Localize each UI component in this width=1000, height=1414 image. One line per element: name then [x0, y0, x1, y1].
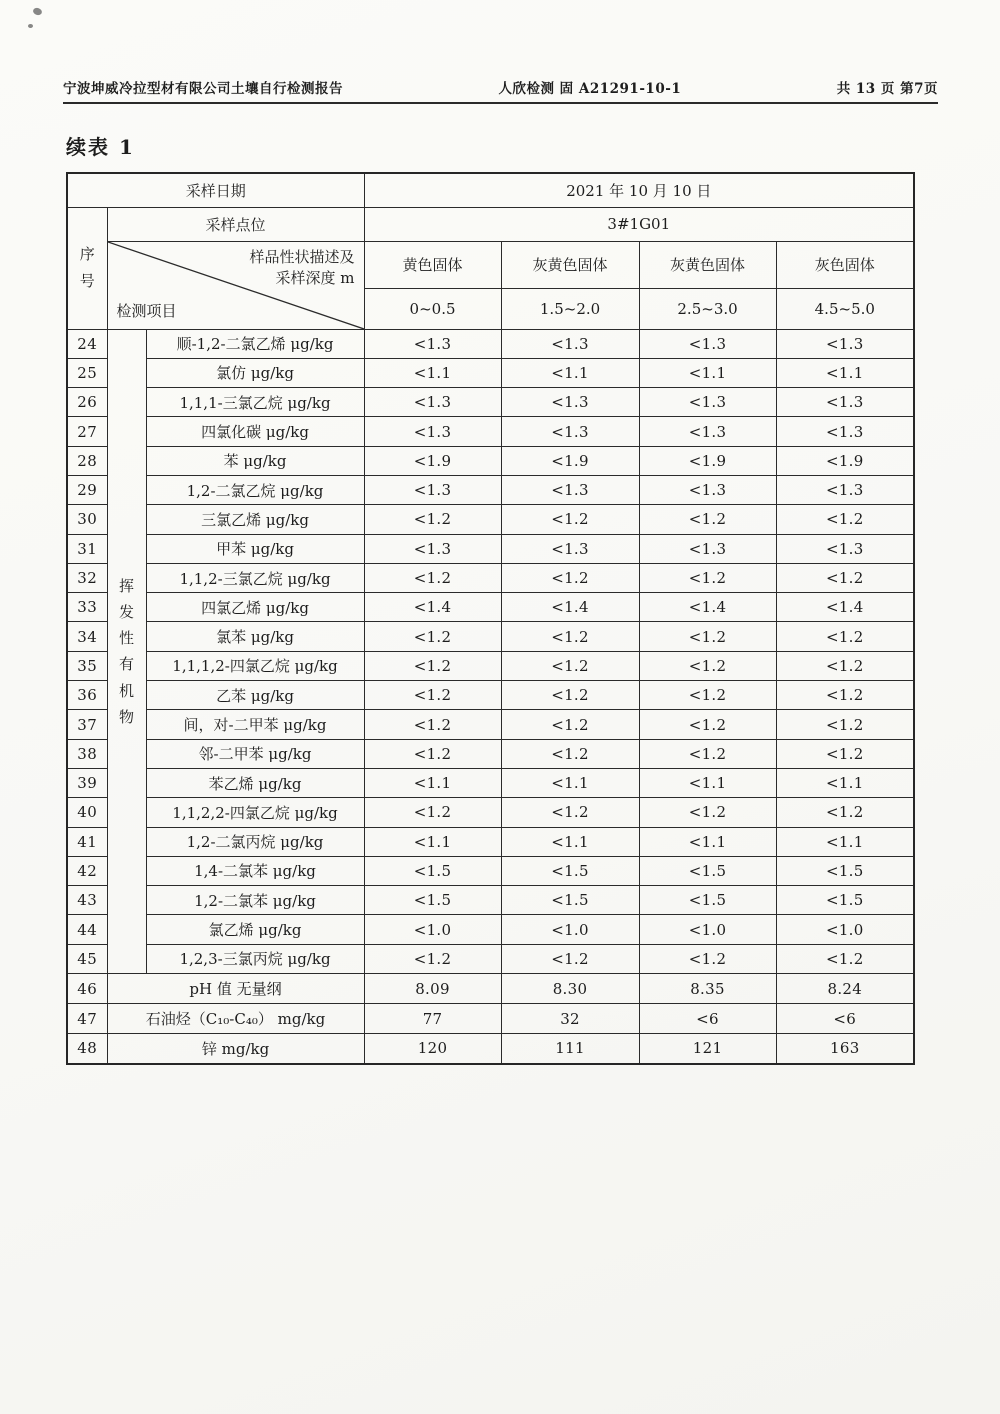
sample-depth: 4.5~5.0	[776, 288, 914, 329]
result-value: <1.3	[639, 475, 776, 504]
result-value: <1.0	[364, 915, 501, 944]
item-name: 甲苯 μg/kg	[146, 534, 364, 563]
row-number: 48	[67, 1034, 107, 1064]
row-number: 30	[67, 505, 107, 534]
item-name: 四氯乙烯 μg/kg	[146, 593, 364, 622]
table-body	[67, 173, 914, 1064]
result-value: <1.0	[776, 915, 914, 944]
item-name: 1,1,2-三氯乙烷 μg/kg	[146, 563, 364, 592]
diagonal-bottom-label: 检测项目	[116, 301, 177, 320]
result-value: <1.3	[501, 534, 639, 563]
row-number: 41	[67, 827, 107, 856]
result-value: <1.9	[639, 446, 776, 475]
result-value: <1.3	[639, 534, 776, 563]
sample-description: 灰黄色固体	[639, 241, 776, 288]
result-value: <1.2	[364, 739, 501, 768]
table-row	[67, 563, 914, 592]
table-row	[67, 329, 914, 358]
row-number: 25	[67, 358, 107, 387]
table-row	[67, 388, 914, 417]
item-name: 邻-二甲苯 μg/kg	[146, 739, 364, 768]
report-title-text: 宁波坤威冷拉型材有限公司土壤自行检测报告	[63, 81, 343, 97]
sample-description: 黄色固体	[364, 241, 501, 288]
result-value: <1.2	[364, 563, 501, 592]
result-value: <1.1	[364, 358, 501, 387]
result-value: <1.1	[776, 768, 914, 797]
row-number: 26	[67, 388, 107, 417]
row-number: 27	[67, 417, 107, 446]
row-number: 24	[67, 329, 107, 358]
item-name: 1,1,1,2-四氯乙烷 μg/kg	[146, 651, 364, 680]
result-value: <1.1	[639, 358, 776, 387]
result-value: <1.3	[776, 417, 914, 446]
result-value: <1.2	[639, 710, 776, 739]
diagonal-header-cell	[107, 241, 364, 329]
seq-header-label: 序号	[79, 245, 95, 290]
result-value: <1.3	[776, 475, 914, 504]
result-value: <1.1	[501, 827, 639, 856]
item-name: 1,2-二氯丙烷 μg/kg	[146, 827, 364, 856]
table-row	[67, 856, 914, 885]
result-value: <1.3	[364, 388, 501, 417]
row-number: 28	[67, 446, 107, 475]
sampling-point-row	[67, 207, 914, 241]
result-value: <1.3	[501, 475, 639, 504]
result-value: <1.1	[639, 827, 776, 856]
scan-artifact	[32, 7, 43, 17]
result-value: <1.5	[639, 856, 776, 885]
result-value: <1.1	[501, 358, 639, 387]
result-value: <1.5	[776, 856, 914, 885]
result-value: 8.09	[364, 974, 501, 1004]
row-number: 31	[67, 534, 107, 563]
result-value: <1.3	[639, 417, 776, 446]
table-row	[67, 358, 914, 387]
result-value: <1.2	[639, 563, 776, 592]
table-row	[67, 886, 914, 915]
result-value: <1.4	[364, 593, 501, 622]
sampling-date-value: 2021 年 10 月 10 日	[364, 173, 914, 207]
result-value: <1.3	[776, 534, 914, 563]
result-value: <1.2	[776, 651, 914, 680]
sampling-date-row	[67, 173, 914, 207]
row-number: 39	[67, 768, 107, 797]
result-value: <1.5	[501, 886, 639, 915]
result-value: <1.3	[776, 329, 914, 358]
result-value: <1.1	[501, 768, 639, 797]
row-number: 34	[67, 622, 107, 651]
result-value: <1.4	[639, 593, 776, 622]
row-number: 42	[67, 856, 107, 885]
item-name: 锌 mg/kg	[107, 1034, 364, 1064]
result-value: <1.2	[364, 944, 501, 973]
diagonal-top-label: 样品性状描述及 采样深度 m	[249, 247, 355, 288]
result-value: <1.2	[364, 505, 501, 534]
row-number: 46	[67, 974, 107, 1004]
result-value: <1.1	[364, 768, 501, 797]
item-name: 氯仿 μg/kg	[146, 358, 364, 387]
result-value: <1.2	[501, 505, 639, 534]
page-indicator: 共 13 页 第7页	[836, 81, 938, 97]
table-row	[67, 417, 914, 446]
result-value: <1.2	[776, 563, 914, 592]
table-row	[67, 475, 914, 504]
table-row	[67, 739, 914, 768]
result-value: 163	[776, 1034, 914, 1064]
table-row	[67, 710, 914, 739]
result-value: <1.2	[776, 681, 914, 710]
result-value: <1.2	[364, 651, 501, 680]
result-value: <1.3	[501, 417, 639, 446]
row-number: 33	[67, 593, 107, 622]
result-value: <1.1	[364, 827, 501, 856]
scan-artifact	[28, 24, 33, 28]
item-name: 1,1,1-三氯乙烷 μg/kg	[146, 388, 364, 417]
sample-description: 灰黄色固体	[501, 241, 639, 288]
result-value: <1.2	[776, 505, 914, 534]
table-title: 续表 1	[66, 135, 135, 159]
table-row	[67, 915, 914, 944]
sampling-date-label: 采样日期	[67, 173, 364, 207]
result-value: 8.35	[639, 974, 776, 1004]
sampling-point-label: 采样点位	[107, 207, 364, 241]
page-header	[63, 77, 938, 104]
row-number: 35	[67, 651, 107, 680]
result-value: <1.3	[639, 329, 776, 358]
result-value: <1.2	[776, 739, 914, 768]
row-number: 32	[67, 563, 107, 592]
table-row	[67, 651, 914, 680]
result-value: <1.3	[501, 388, 639, 417]
result-value: <1.5	[364, 856, 501, 885]
item-name: 氯苯 μg/kg	[146, 622, 364, 651]
item-name: pH 值 无量纲	[107, 974, 364, 1004]
item-name: 1,2,3-三氯丙烷 μg/kg	[146, 944, 364, 973]
result-value: <6	[776, 1004, 914, 1034]
result-value: 8.30	[501, 974, 639, 1004]
item-name: 间，对-二甲苯 μg/kg	[146, 710, 364, 739]
report-table	[66, 172, 915, 1065]
row-number: 40	[67, 798, 107, 827]
row-number: 37	[67, 710, 107, 739]
result-value: <1.2	[501, 798, 639, 827]
result-value: <1.2	[501, 710, 639, 739]
result-value: <1.2	[776, 944, 914, 973]
item-name: 四氯化碳 μg/kg	[146, 417, 364, 446]
item-name: 1,4-二氯苯 μg/kg	[146, 856, 364, 885]
result-value: <1.2	[776, 622, 914, 651]
item-name: 1,2-二氯乙烷 μg/kg	[146, 475, 364, 504]
table-row	[67, 974, 914, 1004]
table-row	[67, 534, 914, 563]
result-value: <1.2	[639, 739, 776, 768]
result-value: <1.1	[776, 827, 914, 856]
result-value: <1.5	[776, 886, 914, 915]
result-value: <1.9	[364, 446, 501, 475]
item-name: 苯 μg/kg	[146, 446, 364, 475]
result-value: <1.2	[364, 622, 501, 651]
sampling-point-value: 3#1G01	[364, 207, 914, 241]
row-number: 44	[67, 915, 107, 944]
result-value: <1.3	[501, 329, 639, 358]
table-row	[67, 827, 914, 856]
sample-depth: 1.5~2.0	[501, 288, 639, 329]
item-name: 顺-1,2-二氯乙烯 μg/kg	[146, 329, 364, 358]
sample-depth: 0~0.5	[364, 288, 501, 329]
result-value: <1.3	[639, 388, 776, 417]
row-number: 36	[67, 681, 107, 710]
item-name: 1,2-二氯苯 μg/kg	[146, 886, 364, 915]
item-name: 1,1,2,2-四氯乙烷 μg/kg	[146, 798, 364, 827]
result-value: <1.9	[501, 446, 639, 475]
row-number: 38	[67, 739, 107, 768]
result-value: <1.2	[639, 651, 776, 680]
result-value: <1.0	[639, 915, 776, 944]
result-value: <1.2	[639, 944, 776, 973]
result-value: <1.2	[501, 651, 639, 680]
table-row	[67, 768, 914, 797]
result-value: 111	[501, 1034, 639, 1064]
result-value: <1.3	[364, 534, 501, 563]
result-value: <1.2	[364, 798, 501, 827]
item-name: 三氯乙烯 μg/kg	[146, 505, 364, 534]
result-value: 121	[639, 1034, 776, 1064]
sample-description-row	[67, 241, 914, 288]
result-value: <1.3	[364, 417, 501, 446]
seq-header-cell	[67, 207, 107, 329]
result-value: <1.2	[501, 944, 639, 973]
result-value: <1.3	[364, 475, 501, 504]
result-value: <1.2	[501, 563, 639, 592]
result-value: <1.9	[776, 446, 914, 475]
result-value: <1.2	[501, 739, 639, 768]
result-value: <6	[639, 1004, 776, 1034]
result-value: 77	[364, 1004, 501, 1034]
result-value: <1.0	[501, 915, 639, 944]
report-number-text: 人欣检测 固 A21291-10-1	[498, 81, 682, 97]
result-value: <1.3	[364, 329, 501, 358]
table-row	[67, 944, 914, 973]
table-row	[67, 1004, 914, 1034]
result-value: <1.5	[501, 856, 639, 885]
result-value: <1.1	[639, 768, 776, 797]
result-value: <1.4	[501, 593, 639, 622]
result-value: <1.2	[776, 710, 914, 739]
category-voc-label: 挥发性有机物	[118, 576, 134, 726]
table-row	[67, 798, 914, 827]
row-number: 45	[67, 944, 107, 973]
result-value: <1.1	[776, 358, 914, 387]
result-value: <1.2	[639, 622, 776, 651]
row-number: 29	[67, 475, 107, 504]
result-value: <1.2	[501, 622, 639, 651]
table-row	[67, 505, 914, 534]
table-row	[67, 681, 914, 710]
row-number: 47	[67, 1004, 107, 1034]
category-voc-cell	[107, 329, 146, 974]
row-number: 43	[67, 886, 107, 915]
sample-description: 灰色固体	[776, 241, 914, 288]
result-value: <1.5	[639, 886, 776, 915]
result-value: 32	[501, 1004, 639, 1034]
result-value: <1.2	[501, 681, 639, 710]
item-name: 苯乙烯 μg/kg	[146, 768, 364, 797]
result-value: <1.2	[639, 505, 776, 534]
result-value: 120	[364, 1034, 501, 1064]
result-value: <1.2	[364, 710, 501, 739]
table-row	[67, 446, 914, 475]
result-value: <1.2	[639, 798, 776, 827]
result-value: <1.2	[364, 681, 501, 710]
table-row	[67, 593, 914, 622]
result-value: <1.5	[364, 886, 501, 915]
table-row	[67, 1034, 914, 1064]
result-value: <1.4	[776, 593, 914, 622]
item-name: 乙苯 μg/kg	[146, 681, 364, 710]
result-value: <1.2	[776, 798, 914, 827]
table-row	[67, 622, 914, 651]
result-value: <1.2	[639, 681, 776, 710]
result-value: <1.3	[776, 388, 914, 417]
result-value: 8.24	[776, 974, 914, 1004]
item-name: 石油烃（C₁₀-C₄₀） mg/kg	[107, 1004, 364, 1034]
item-name: 氯乙烯 μg/kg	[146, 915, 364, 944]
sample-depth: 2.5~3.0	[639, 288, 776, 329]
